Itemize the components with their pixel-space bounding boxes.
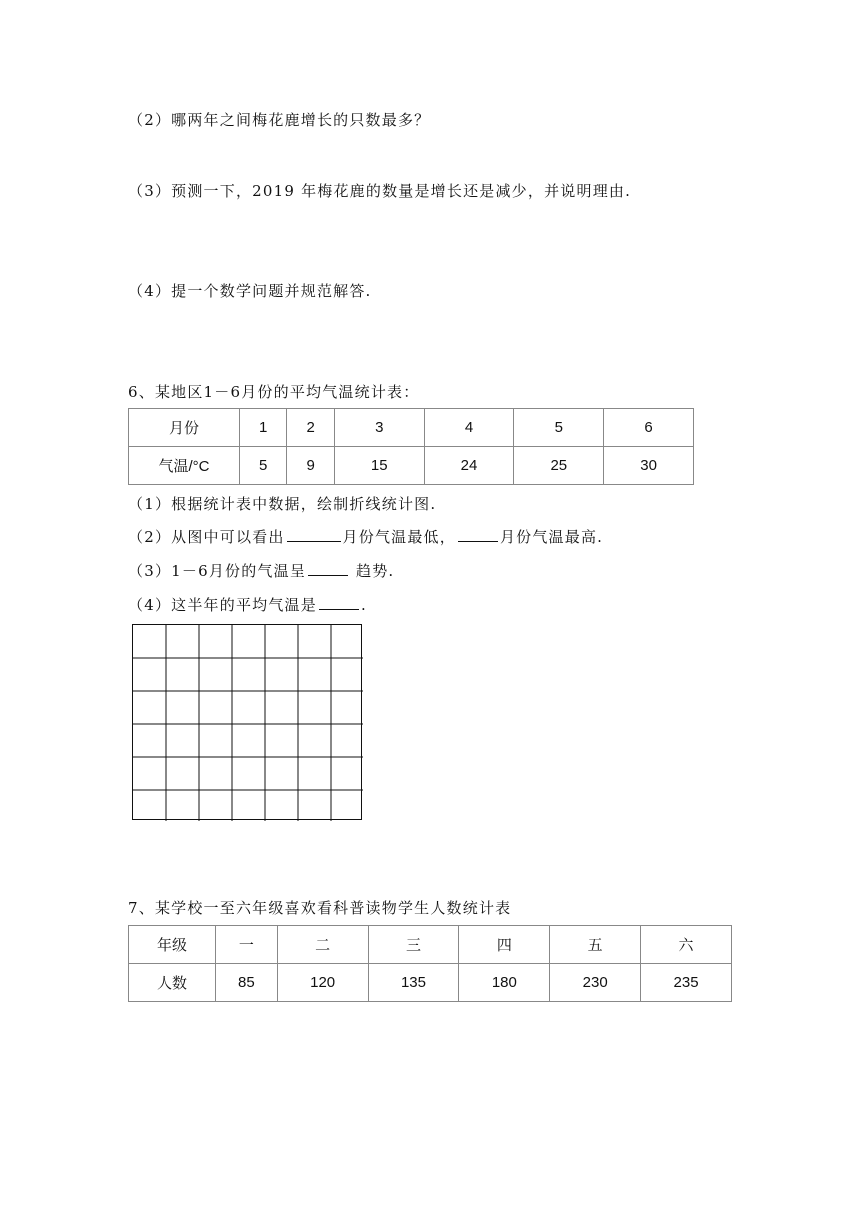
table-cell: 三 bbox=[368, 926, 459, 964]
table-cell: 1 bbox=[240, 409, 287, 447]
q6-part3-text-b: 趋势. bbox=[350, 562, 395, 580]
q6-part2-text-a: （2）从图中可以看出 bbox=[128, 528, 285, 546]
table-cell: 2 bbox=[287, 409, 334, 447]
q5-part3: （3）预测一下，2019 年梅花鹿的数量是增长还是减少，并说明理由. bbox=[128, 182, 632, 200]
q6-part2 bbox=[128, 527, 603, 547]
table-cell: 六 bbox=[641, 926, 732, 964]
table-cell: 五 bbox=[550, 926, 641, 964]
table-cell: 3 bbox=[334, 409, 424, 447]
q6-part2-text-b: 月份气温最低， bbox=[342, 528, 456, 546]
table-cell: 230 bbox=[550, 964, 641, 1002]
table-header-count: 人数 bbox=[129, 964, 216, 1002]
reading-table bbox=[128, 925, 732, 1002]
q5-part4: （4）提一个数学问题并规范解答. bbox=[128, 282, 372, 300]
table-row bbox=[129, 964, 732, 1002]
q6-title: 6、某地区1－6月份的平均气温统计表： bbox=[128, 383, 420, 401]
table-cell: 5 bbox=[240, 447, 287, 485]
q6-part4-text-a: （4）这半年的平均气温是 bbox=[128, 596, 317, 614]
q6-part3-text-a: （3）1－6月份的气温呈 bbox=[128, 562, 307, 580]
answer-blank[interactable] bbox=[458, 527, 498, 542]
q6-part4 bbox=[128, 595, 367, 615]
answer-blank[interactable] bbox=[308, 561, 348, 576]
table-cell: 24 bbox=[424, 447, 514, 485]
table-cell: 5 bbox=[514, 409, 604, 447]
temperature-table bbox=[128, 408, 694, 485]
table-cell: 四 bbox=[459, 926, 550, 964]
answer-blank[interactable] bbox=[287, 527, 341, 542]
table-cell: 9 bbox=[287, 447, 334, 485]
grid-lines bbox=[133, 625, 363, 821]
table-row bbox=[129, 447, 694, 485]
table-header-grade: 年级 bbox=[129, 926, 216, 964]
table-header-temp: 气温/°C bbox=[129, 447, 240, 485]
table-cell: 180 bbox=[459, 964, 550, 1002]
table-row bbox=[129, 409, 694, 447]
q6-part2-text-c: 月份气温最高. bbox=[499, 528, 604, 546]
table-cell: 6 bbox=[604, 409, 694, 447]
table-cell: 30 bbox=[604, 447, 694, 485]
table-header-month: 月份 bbox=[129, 409, 240, 447]
q6-part3 bbox=[128, 561, 394, 581]
q6-part4-text-b: . bbox=[360, 596, 367, 614]
table-cell: 235 bbox=[641, 964, 732, 1002]
table-cell: 135 bbox=[368, 964, 459, 1002]
table-cell: 4 bbox=[424, 409, 514, 447]
table-cell: 二 bbox=[277, 926, 368, 964]
table-cell: 120 bbox=[277, 964, 368, 1002]
table-cell: 25 bbox=[514, 447, 604, 485]
table-row bbox=[129, 926, 732, 964]
answer-blank[interactable] bbox=[319, 595, 359, 610]
q6-part1: （1）根据统计表中数据，绘制折线统计图. bbox=[128, 495, 437, 513]
table-cell: 85 bbox=[216, 964, 278, 1002]
table-cell: 一 bbox=[216, 926, 278, 964]
drawing-grid[interactable] bbox=[132, 624, 362, 820]
table-cell: 15 bbox=[334, 447, 424, 485]
q5-part2: （2）哪两年之间梅花鹿增长的只数最多？ bbox=[128, 111, 431, 129]
q7-title: 7、某学校一至六年级喜欢看科普读物学生人数统计表 bbox=[128, 899, 512, 917]
